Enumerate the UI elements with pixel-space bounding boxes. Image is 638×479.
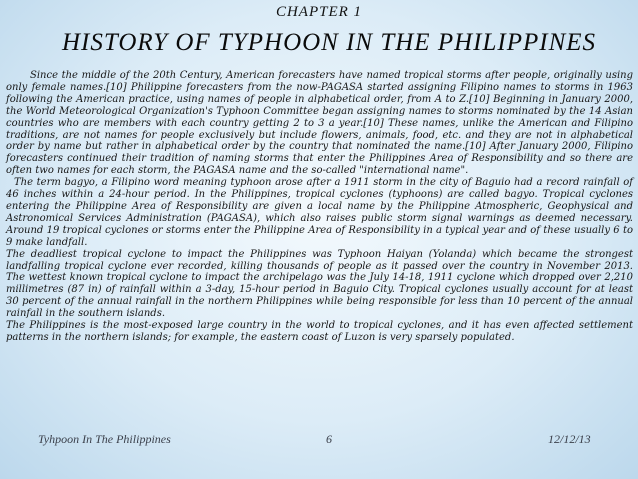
paragraph: The Philippines is the most-exposed large country in the world to tropical cyclones, and it has even affected settlement patterns in the northern islands; for example, the eastern coast of Luzon is very sparsely populated. <box>6 320 633 343</box>
page-title: HISTORY OF TYPHOON IN THE PHILIPPINES <box>62 29 597 56</box>
footer-date: 12/12/13 <box>548 432 591 446</box>
paragraph: The deadliest tropical cyclone to impact the Philippines was Typhoon Haiyan (Yolanda) which became the strongest landfalling tropical cyclone ever recorded, killing thousands of people as it passed over the country in November 2013. The wettest known tropical cyclone to impact the archipelago was the July 14-18, 1911 cyclone which dropped over 2,210 millimetres (87 in) of rainfall within a 3-day, 15-hour period in Baguio City. Tropical cyclones usually account for at least 30 percent of the annual rainfall in the northern Philippines while being responsible for less than 10 percent of the annual rainfall in the southern islands. <box>6 248 633 320</box>
footer-title: Tyhpoon In The Philippines <box>38 432 171 446</box>
paragraph: Since the middle of the 20th Century, American forecasters have named tropical storms after people, originally using only female names.[10] Philippine forecasters from the now-PAGASA started assigning Filipino names to storms in 1963 following the American practice, using names of people in alphabetical order, from A to Z.[10] Beginning in January 2000, the World Meteorological Organization's Typhoon Committee began assigning names to storms nominated by the 14 Asian countries who are members with each country getting 2 to 3 a year.[10] These names, unlike the American and Filipino traditions, are not names for people exclusively but include flowers, animals, food, etc. and they are not in alphabetical order by name but rather in alphabetical order by the country that nominated the name.[10] After January 2000, Filipino forecasters continued their tradition of naming storms that enter the Philippines Area of Responsibility and so there are often two names for each storm, the PAGASA name and the so-called "international name". <box>6 70 633 177</box>
paragraph: The term bagyo, a Filipino word meaning typhoon arose after a 1911 storm in the city of Baguio had a record rainfall of 46 inches within a 24-hour period. In the Philippines, tropical cyclones (typhoons) are called bagyo. Tropical cyclones entering the Philippine Area of Responsibility are given a local name by the Philippine Atmospheric, Geophysical and Astronomical Services Administration (PAGASA), which also raises public storm signal warnings as deemed necessary. Around 19 tropical cyclones or storms enter the Philippine Area of Responsibility in a typical year and of these usually 6 to 9 make landfall. <box>6 177 633 248</box>
body-text <box>6 70 633 344</box>
slide-footer <box>0 432 638 452</box>
page-number: 6 <box>326 432 332 446</box>
chapter-label: CHAPTER 1 <box>275 4 363 20</box>
